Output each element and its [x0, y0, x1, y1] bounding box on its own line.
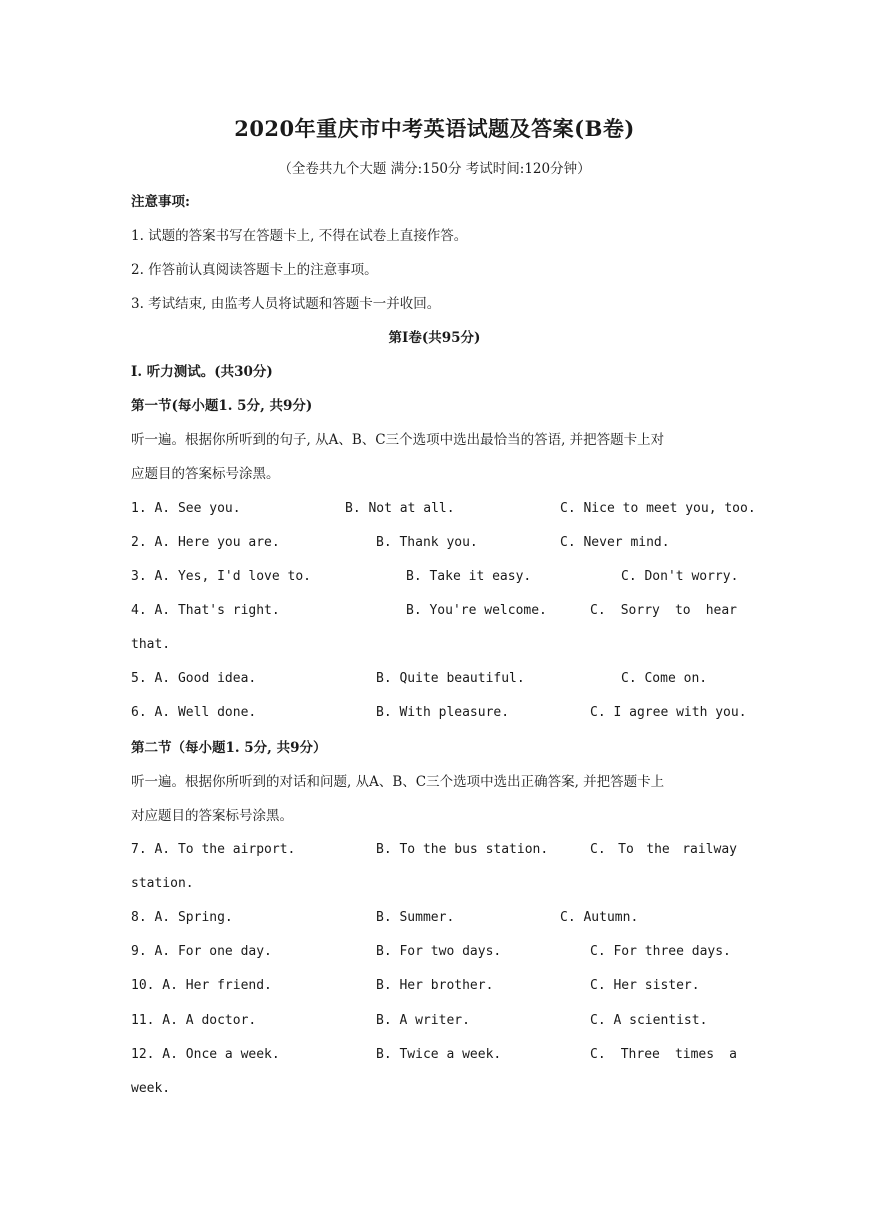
document-title: 2020年重庆市中考英语试题及答案(B卷) — [234, 116, 635, 141]
question-5-option-a: 5. A. Good idea. — [131, 671, 257, 686]
sub2-heading: 第二节（每小题1. 5分, 共9分） — [131, 740, 327, 756]
notice-item: 2. 作答前认真阅读答题卡上的注意事项。 — [131, 262, 378, 278]
question-11-option-b: B. A writer. — [376, 1013, 470, 1028]
question-6-option-a: 6. A. Well done. — [131, 705, 257, 720]
question-3-option-b: B. Take it easy. — [406, 569, 532, 584]
part1-heading: 第I卷(共95分) — [388, 330, 481, 346]
question-7-option-c — [590, 841, 737, 859]
question-1-option-c: C. Nice to meet you, too. — [560, 501, 756, 516]
question-4-option-c — [590, 602, 737, 620]
question-5-option-c: C. Come on. — [621, 671, 708, 686]
notice-item: 1. 试题的答案书写在答题卡上, 不得在试卷上直接作答。 — [131, 228, 468, 244]
document-subtitle: （全卷共九个大题 满分:150分 考试时间:120分钟） — [278, 161, 591, 177]
question-7-option-b: B. To the bus station. — [376, 842, 549, 857]
question-9-option-b: B. For two days. — [376, 944, 502, 959]
sub1-heading: 第一节(每小题1. 5分, 共9分) — [131, 398, 313, 414]
option-c-word: a — [729, 1047, 737, 1062]
notice-heading: 注意事项: — [131, 194, 190, 210]
option-c-word: To — [618, 842, 634, 857]
question-10-option-a: 10. A. Her friend. — [131, 978, 272, 993]
question-12-option-c — [590, 1046, 737, 1064]
option-c-word: Sorry — [620, 603, 660, 618]
option-c-letter: C. — [590, 842, 606, 857]
option-c-word: Three — [620, 1047, 660, 1062]
question-8-option-a: 8. A. Spring. — [131, 910, 233, 925]
option-c-letter: C. — [590, 603, 606, 618]
question-3-option-a: 3. A. Yes, I'd love to. — [131, 569, 312, 584]
question-4-option-b: B. You're welcome. — [406, 603, 547, 618]
question-5-option-b: B. Quite beautiful. — [376, 671, 525, 686]
option-c-word: to — [674, 603, 691, 618]
question-3-option-c: C. Don't worry. — [621, 569, 739, 584]
question-2-option-a: 2. A. Here you are. — [131, 535, 280, 550]
sub1-instructions: 听一遍。根据你所听到的句子, 从A、B、C三个选项中选出最恰当的答语, 并把答题卡上对 — [131, 432, 665, 448]
option-c-word: times — [674, 1047, 715, 1062]
question-10-option-c: C. Her sister. — [590, 978, 700, 993]
option-c-word: the — [646, 842, 670, 857]
sub2-instructions-cont: 对应题目的答案标号涂黑。 — [131, 808, 293, 824]
question-9-option-c: C. For three days. — [590, 944, 731, 959]
question-10-option-b: B. Her brother. — [376, 978, 494, 993]
question-7-option-a: 7. A. To the airport. — [131, 842, 296, 857]
section1-heading: I. 听力测试。(共30分) — [131, 364, 273, 380]
question-2-option-c: C. Never mind. — [560, 535, 670, 550]
question-4-option-c-wrap: that. — [131, 637, 171, 652]
sub1-instructions-cont: 应题目的答案标号涂黑。 — [131, 466, 280, 482]
question-6-option-c: C. I agree with you. — [590, 705, 747, 720]
question-9-option-a: 9. A. For one day. — [131, 944, 272, 959]
question-12-option-c-wrap: week. — [131, 1081, 171, 1096]
question-1-option-b: B. Not at all. — [345, 501, 455, 516]
option-c-letter: C. — [590, 1047, 606, 1062]
question-11-option-c: C. A scientist. — [590, 1013, 708, 1028]
sub2-instructions: 听一遍。根据你所听到的对话和问题, 从A、B、C三个选项中选出正确答案, 并把答题卡上 — [131, 774, 665, 790]
question-1-option-a: 1. A. See you. — [131, 501, 241, 516]
question-4-option-a: 4. A. That's right. — [131, 603, 280, 618]
notice-item: 3. 考试结束, 由监考人员将试题和答题卡一并收回。 — [131, 296, 441, 312]
question-12-option-a: 12. A. Once a week. — [131, 1047, 280, 1062]
question-11-option-a: 11. A. A doctor. — [131, 1013, 257, 1028]
question-8-option-b: B. Summer. — [376, 910, 455, 925]
question-2-option-b: B. Thank you. — [376, 535, 478, 550]
option-c-word: hear — [705, 603, 737, 618]
question-8-option-c: C. Autumn. — [560, 910, 639, 925]
question-12-option-b: B. Twice a week. — [376, 1047, 502, 1062]
question-6-option-b: B. With pleasure. — [376, 705, 510, 720]
question-7-option-c-wrap: station. — [131, 876, 194, 891]
option-c-word: railway — [682, 842, 737, 857]
